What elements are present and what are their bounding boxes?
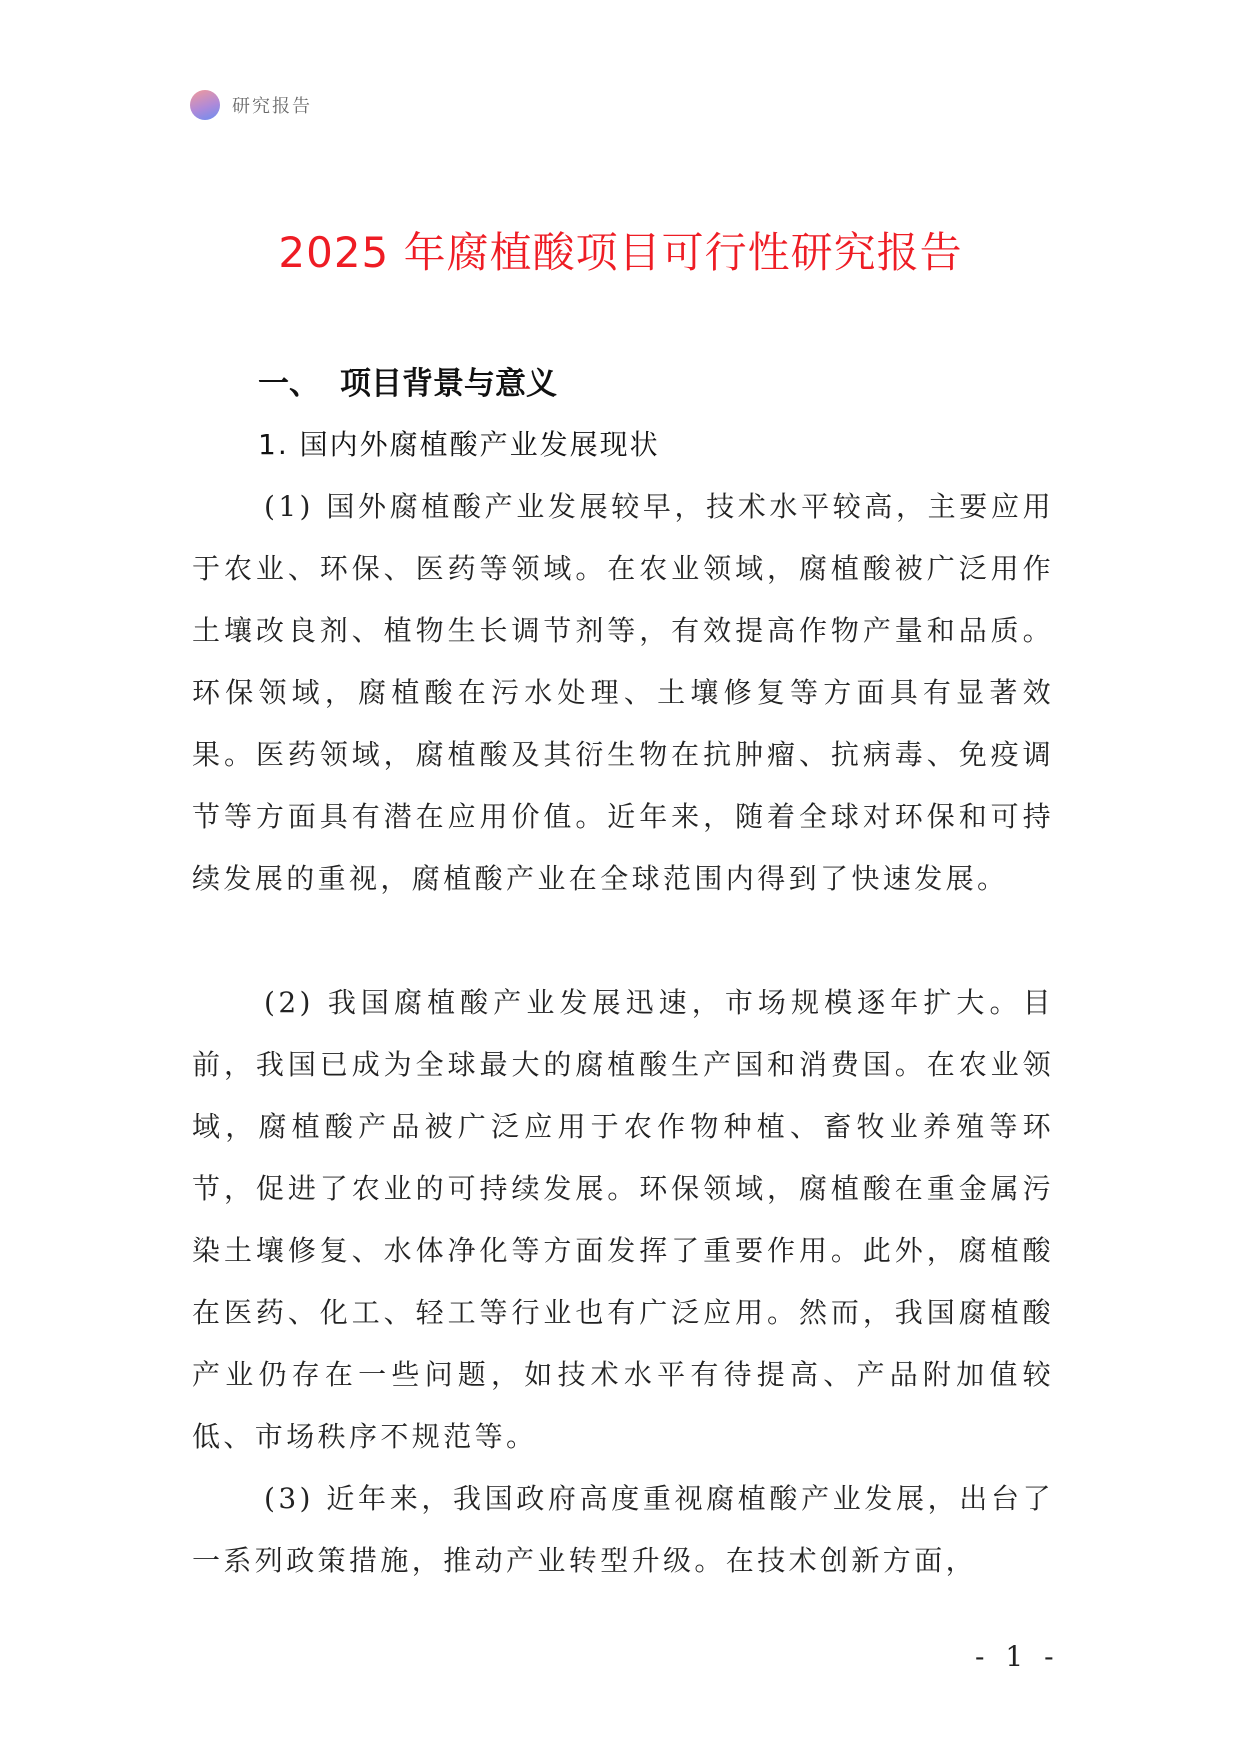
page-number: - 1 -	[975, 1640, 1060, 1673]
paragraph: (3) 近年来，我国政府高度重视腐植酸产业发展，出台了一系列政策措施，推动产业转型升级。在技术创新方面，	[192, 1482, 1054, 1577]
page-header	[190, 90, 312, 120]
header-label: 研究报告	[232, 96, 312, 117]
section-title: 项目背景与意义	[340, 366, 557, 402]
subsection-heading: 1. 国内外腐植酸产业发展现状	[258, 428, 660, 461]
report-logo-icon	[190, 90, 220, 120]
document-title: 2025 年腐植酸项目可行性研究报告	[278, 228, 963, 277]
paragraph: (2) 我国腐植酸产业发展迅速，市场规模逐年扩大。目前，我国已成为全球最大的腐植酸生产国和消费国。在农业领域，腐植酸产品被广泛应用于农作物种植、畜牧业养殖等环节，促进了农业的可持续发展。环保领域，腐植酸在重金属污染土壤修复、水体净化等方面发挥了重要作用。此外，腐植酸在医药、化工、轻工等行业也有广泛应用。然而，我国腐植酸产业仍存在一些问题，如技术水平有待提高、产品附加值较低、市场秩序不规范等。	[192, 986, 1054, 1453]
paragraph: (1) 国外腐植酸产业发展较早，技术水平较高，主要应用于农业、环保、医药等领域。在农业领域，腐植酸被广泛用作土壤改良剂、植物生长调节剂等，有效提高作物产量和品质。环保领域，腐植酸在污水处理、土壤修复等方面具有显著效果。医药领域，腐植酸及其衍生物在抗肿瘤、抗病毒、免疫调节等方面具有潜在应用价值。近年来，随着全球对环保和可持续发展的重视，腐植酸产业在全球范围内得到了快速发展。	[192, 490, 1054, 895]
section-heading	[258, 358, 557, 403]
section-number: 一、	[258, 366, 320, 402]
